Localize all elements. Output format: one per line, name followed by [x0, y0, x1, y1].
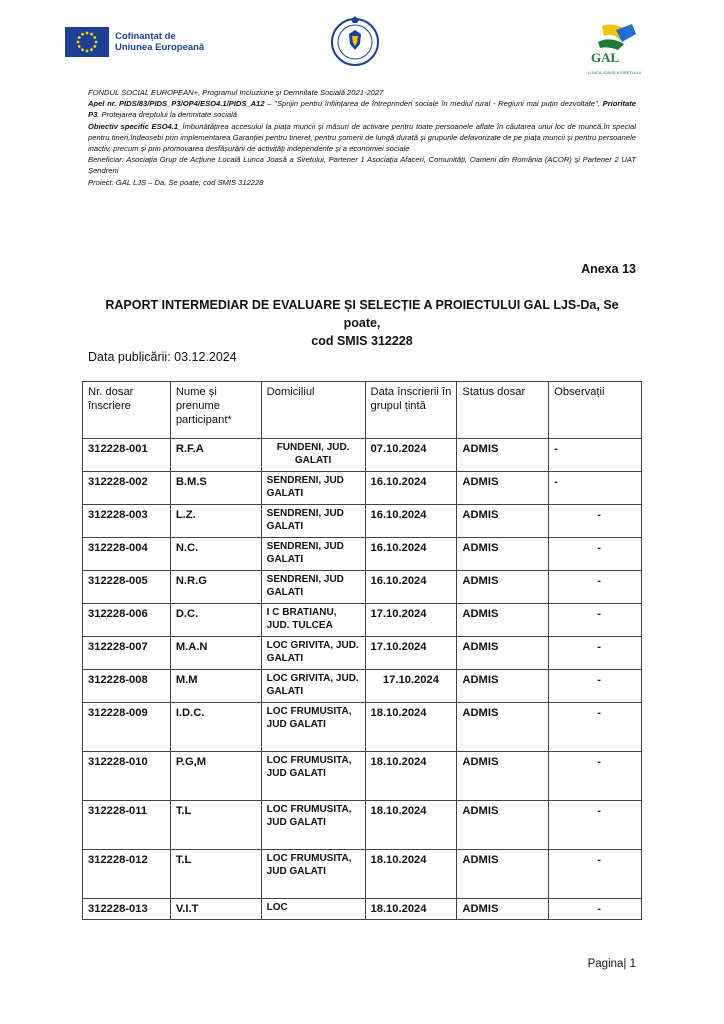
program-line: FONDUL SOCIAL EUROPEAN+, Programul Incluziune și Demnitate Socială 2021-2027 [88, 88, 384, 97]
cell-domiciliu: LOC FRUMUSITA, JUD GALATI [261, 752, 365, 801]
cell-domiciliu: LOC FRUMUSITA, JUD GALATI [261, 703, 365, 752]
cell-domiciliu: LOC GRIVITA, JUD. GALATI [261, 670, 365, 703]
cell-nume: V.I.T [170, 899, 261, 920]
cell-observatii: - [549, 472, 642, 505]
header-domiciliu: Domiciliul [261, 382, 365, 439]
cell-nume: B.M.S [170, 472, 261, 505]
table-row [83, 752, 642, 801]
cell-nume: T.L [170, 850, 261, 899]
cell-data: 18.10.2024 [365, 899, 457, 920]
cell-data: 18.10.2024 [365, 752, 457, 801]
cell-status: ADMIS [457, 439, 549, 472]
cell-data: 18.10.2024 [365, 801, 457, 850]
cell-nume: N.C. [170, 538, 261, 571]
cell-nume: L.Z. [170, 505, 261, 538]
cell-domiciliu: LOC FRUMUSITA, JUD GALATI [261, 850, 365, 899]
cell-status: ADMIS [457, 472, 549, 505]
cell-observatii: - [549, 538, 642, 571]
apel-line [88, 98, 636, 120]
beneficiar-line: Beneficiar: Asociația Grup de Acțiune Locală Lunca Joasă a Siretului, Partener 1 Asociația Afaceri, Comunități, Oameni din România (ACOR) și Partener 2 UAT Șendreni [88, 155, 636, 176]
eu-text-line1: Cofinanțat de [115, 31, 176, 42]
prioritate-text: . Protejarea dreptului la demnitate socială [97, 110, 238, 120]
cell-status: ADMIS [457, 604, 549, 637]
table-row [83, 604, 642, 637]
cell-domiciliu: SENDRENI, JUD GALATI [261, 538, 365, 571]
header-status: Status dosar [457, 382, 549, 439]
table-row [83, 505, 642, 538]
cell-nume: M.M [170, 670, 261, 703]
table-row [83, 801, 642, 850]
table-body [83, 439, 642, 920]
cell-nr-dosar: 312228-008 [83, 670, 171, 703]
cell-status: ADMIS [457, 637, 549, 670]
proiect-line: Proiect: GAL LJS – Da, Se poate, cod SMIS 312228 [88, 177, 264, 187]
obiectiv-text: _Îmbunătățirea accesului la piața muncii și măsuri de activare pentru toate persoanele aflate în căutarea unui loc de muncă,în special pentru tineri,îndeosebi prin implementarea Garanției pentru tineret, pentru șomerii de lungă durată și grupurile defavorizate de pe piața muncii și pentru persoanele inactiv, precum și prin promovarea desfășurării de activități independente și a economiei sociale [88, 121, 637, 154]
eu-cofinance-text [115, 31, 204, 53]
cell-nume: R.F.A [170, 439, 261, 472]
cell-nr-dosar: 312228-004 [83, 538, 171, 571]
cell-nume: M.A.N [170, 637, 261, 670]
cell-status: ADMIS [457, 801, 549, 850]
obiectiv-line [88, 121, 636, 155]
cell-observatii: - [549, 670, 642, 703]
cell-data: 17.10.2024 [365, 604, 457, 637]
cell-status: ADMIS [457, 850, 549, 899]
cell-status: ADMIS [457, 670, 549, 703]
cell-observatii: - [549, 604, 642, 637]
cell-data: 16.10.2024 [365, 571, 457, 604]
table-row [83, 571, 642, 604]
header-nr-dosar: Nr. dosar înscriere [83, 382, 171, 439]
cell-nr-dosar: 312228-001 [83, 439, 171, 472]
annex-label: Anexa 13 [581, 262, 636, 276]
eu-cofinance-logo [65, 27, 204, 57]
cell-nr-dosar: 312228-012 [83, 850, 171, 899]
cell-status: ADMIS [457, 505, 549, 538]
cell-data: 17.10.2024 [365, 670, 457, 703]
cell-data: 18.10.2024 [365, 703, 457, 752]
report-title [88, 296, 636, 350]
table-row [83, 850, 642, 899]
table-row [83, 637, 642, 670]
cell-observatii: - [549, 801, 642, 850]
cell-nr-dosar: 312228-003 [83, 505, 171, 538]
cell-observatii: - [549, 571, 642, 604]
cell-nr-dosar: 312228-010 [83, 752, 171, 801]
gal-logo-subtext: LUNCA JOASĂ A SIRETULUI [588, 70, 641, 75]
cell-data: 16.10.2024 [365, 538, 457, 571]
cell-observatii: - [549, 703, 642, 752]
table-row [83, 899, 642, 920]
table-row [83, 439, 642, 472]
cell-nr-dosar: 312228-005 [83, 571, 171, 604]
publication-date: Data publicării: 03.12.2024 [88, 350, 237, 364]
government-seal-icon [330, 14, 380, 68]
cell-nume: P.G,M [170, 752, 261, 801]
cell-data: 16.10.2024 [365, 505, 457, 538]
cell-domiciliu: SENDRENI, JUD GALATI [261, 505, 365, 538]
table-header-row [83, 382, 642, 439]
apel-text: – ''Sprijin pentru înființarea de întreprinderi sociale în mediul rural - Regiuni mai puțin dezvoltate'', [264, 99, 603, 109]
header-nume: Nume și prenume participant* [170, 382, 261, 439]
cell-nume: D.C. [170, 604, 261, 637]
project-intro [88, 87, 636, 188]
cell-data: 16.10.2024 [365, 472, 457, 505]
apel-label: Apel nr. PIDS/83/PIDS_P3/OP4/ESO4.1/PIDS_A12 [88, 99, 265, 109]
cell-nr-dosar: 312228-011 [83, 801, 171, 850]
table-row [83, 538, 642, 571]
report-title-line1: RAPORT INTERMEDIAR DE EVALUARE ȘI SELECȚIE A PROIECTULUI GAL LJS-Da, Se poate, [105, 298, 619, 330]
cell-observatii: - [549, 637, 642, 670]
cell-nr-dosar: 312228-007 [83, 637, 171, 670]
cell-domiciliu: LOC [261, 899, 365, 920]
page-header [0, 0, 724, 80]
eu-flag-icon [65, 27, 109, 57]
header-data-inscriere: Data înscrierii în grupul țintă [365, 382, 457, 439]
eu-text-line2: Uniunea Europeană [115, 42, 205, 53]
cell-status: ADMIS [457, 571, 549, 604]
cell-nume: N.R.G [170, 571, 261, 604]
cell-nume: I.D.C. [170, 703, 261, 752]
gal-logo-icon [592, 20, 642, 76]
cell-nr-dosar: 312228-013 [83, 899, 171, 920]
cell-observatii: - [549, 899, 642, 920]
cell-data: 17.10.2024 [365, 637, 457, 670]
cell-observatii: - [549, 752, 642, 801]
table-row [83, 670, 642, 703]
cell-domiciliu: LOC GRIVITA, JUD. GALATI [261, 637, 365, 670]
cell-domiciliu: LOC FRUMUSITA, JUD GALATI [261, 801, 365, 850]
obiectiv-label: Obiectiv specific ESO4.1 [88, 121, 179, 131]
cell-domiciliu: I C BRATIANU, JUD. TULCEA [261, 604, 365, 637]
cell-domiciliu: SENDRENI, JUD GALATI [261, 472, 365, 505]
page-number: Pagina| 1 [587, 958, 636, 970]
report-title-line2: cod SMIS 312228 [311, 334, 413, 348]
header-observatii: Observații [549, 382, 642, 439]
cell-data: 18.10.2024 [365, 850, 457, 899]
cell-nr-dosar: 312228-009 [83, 703, 171, 752]
cell-observatii: - [549, 505, 642, 538]
cell-observatii: - [549, 850, 642, 899]
cell-status: ADMIS [457, 899, 549, 920]
cell-data: 07.10.2024 [365, 439, 457, 472]
gal-logo-text: GAL [591, 50, 620, 65]
table-row [83, 703, 642, 752]
cell-status: ADMIS [457, 752, 549, 801]
cell-domiciliu: FUNDENI, JUD. GALATI [261, 439, 365, 472]
table-row [83, 472, 642, 505]
cell-observatii: - [549, 439, 642, 472]
prioritate-label: Prioritate P3 [88, 99, 636, 120]
cell-nr-dosar: 312228-006 [83, 604, 171, 637]
cell-nume: T.L [170, 801, 261, 850]
cell-status: ADMIS [457, 538, 549, 571]
cell-nr-dosar: 312228-002 [83, 472, 171, 505]
cell-status: ADMIS [457, 703, 549, 752]
cell-domiciliu: SENDRENI, JUD GALATI [261, 571, 365, 604]
participants-table [82, 381, 642, 920]
